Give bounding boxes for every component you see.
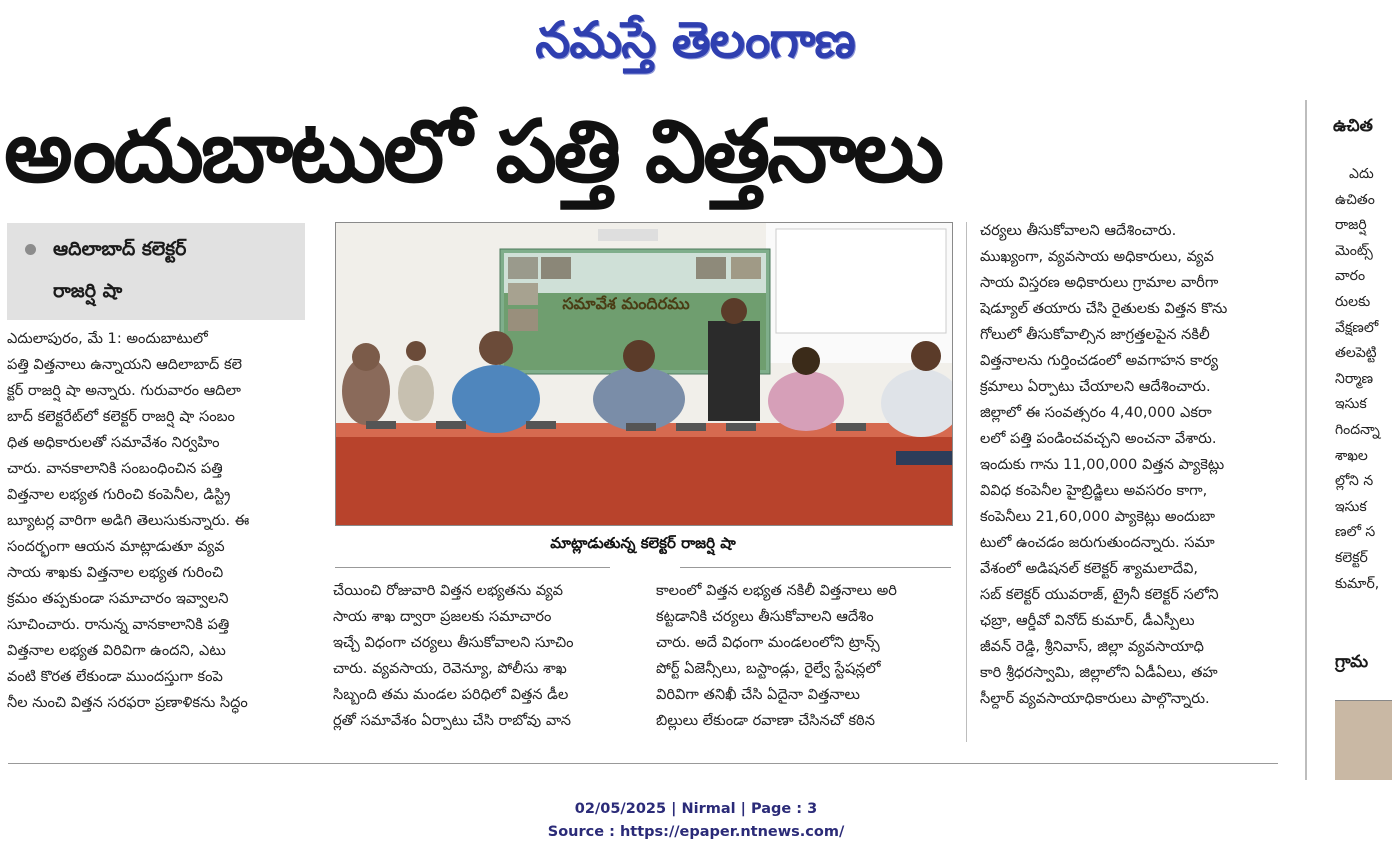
- article-line: షెడ్యూల్ తయారు చేసి రైతులకు విత్తన కొను: [980, 300, 1228, 317]
- caption-rule-right: [680, 567, 951, 568]
- article-line: సీల్దార్ వ్యవసాయాధికారులు పాల్గొన్నారు.: [980, 690, 1210, 707]
- adjacent-headline: ఉచిత: [1333, 116, 1373, 136]
- article-line: బ్యూటర్ల వారిగా అడిగి తెలుసుకున్నారు. ఈ: [7, 512, 250, 529]
- photo-banner-text: సమావేశ మందిరము: [562, 294, 690, 313]
- adjacent-line: ఇసుక: [1335, 396, 1367, 413]
- article-line: సిబ్బంది తమ మండల పరిధిలో విత్తన డీల: [333, 686, 569, 703]
- adjacent-photo: [1335, 700, 1392, 780]
- adjacent-line: కలెక్టర్: [1335, 549, 1368, 566]
- article-line: విత్తనాలను గుర్తించడంలో అవగాహన కార్య: [980, 352, 1219, 369]
- article-line: గోలులో తీసుకోవాల్సిన జాగ్రత్తలపైన నకిలీ: [980, 326, 1210, 343]
- adjacent-text: [1335, 162, 1392, 597]
- article-line: సబ్ కలెక్టర్ యువరాజ్, ట్రైనీ కలెక్టర్ సలోని: [980, 586, 1219, 603]
- article-photo: [335, 222, 953, 526]
- article-line: జీవన్ రెడ్డి, శ్రీనివాస్, జిల్లా వ్యవసాయాధి: [980, 638, 1204, 655]
- adjacent-line: రులకు: [1335, 293, 1371, 310]
- article-line: లలో పత్తి పండించవచ్చని అంచనా వేశారు.: [980, 430, 1217, 447]
- article-line: ఛబ్రా, ఆర్డీవో వినోద్ కుమార్, డీఎస్పీలు: [980, 612, 1195, 629]
- adjacent-line: వారం: [1335, 268, 1366, 285]
- adjacent-line: గిందన్నా: [1335, 421, 1380, 438]
- article-line: ర్లతో సమావేశం ఏర్పాటు చేసి రాబోవు వాన: [333, 712, 571, 729]
- meeting-photo-illustration: [336, 223, 952, 525]
- caption-rule-left: [335, 567, 610, 568]
- article-line: వివిధ కంపెనీల హైబ్రిడ్జిలు అవసరం కాగా,: [980, 482, 1208, 499]
- article-line: టులో ఉంచడం జరుగుతుందన్నారు. సమా: [980, 534, 1215, 551]
- article-line: సాయ శాఖ ద్వారా ప్రజలకు సమాచారం: [333, 608, 552, 625]
- article-line: చారు. అదే విధంగా మండలంలోని ట్రాన్స్: [656, 634, 880, 651]
- article-line: చర్యలు తీసుకోవాలని ఆదేశించారు.: [980, 222, 1177, 239]
- adjacent-article-strip: [1305, 100, 1392, 780]
- article-line: వంటి కొరత లేకుండా ముందస్తుగా కంపె: [7, 668, 223, 685]
- footer-source: Source : https://epaper.ntnews.com/: [547, 824, 845, 840]
- article-line: నీల నుంచి విత్తన సరఫరా ప్రణాళికను సిద్ధం: [7, 694, 248, 711]
- article-column-3: [656, 578, 954, 742]
- article-line: చారు. వానకాలానికి సంబంధించిన పత్తి: [7, 460, 223, 477]
- article-line: సాయ విస్తరణ అధికారులు గ్రామాల వారీగా: [980, 274, 1219, 291]
- photo-caption: మాట్లాడుతున్న కలెక్టర్ రాజర్షి షా: [550, 534, 736, 552]
- article-line: బిల్లులు లేకుండా రవాణా చేసినచో కఠిన: [656, 712, 875, 729]
- article-line: కారి శ్రీధరస్వామి, జిల్లాలోని ఏడీఏలు, తహ: [980, 664, 1218, 681]
- article-line: చారు. వ్యవసాయ, రెవెన్యూ, పోలీసు శాఖ: [333, 660, 567, 677]
- article-line: కాలంలో విత్తన లభ్యత నకిలీ విత్తనాలు అరి: [656, 582, 897, 599]
- article-column-2: [333, 578, 641, 742]
- article-line: బాద్ కలెక్టరేట్‌లో కలెక్టర్ రాజర్షి షా సంబం: [7, 408, 235, 425]
- article-line: క్రమం తప్పకుండా సమాచారం ఇవ్వాలని: [7, 590, 229, 607]
- article-line: ఎదులాపురం, మే 1: అందుబాటులో: [7, 330, 208, 347]
- article-headline: అందుబాటులో పత్తి విత్తనాలు: [4, 102, 942, 202]
- adjacent-line: ల్లోని న: [1335, 473, 1374, 490]
- article-line: ఇందుకు గాను 11,00,000 విత్తన ప్యాకెట్లు: [980, 456, 1225, 473]
- strip-divider: [1305, 100, 1307, 780]
- article-line: పత్తి విత్తనాలు ఉన్నాయని ఆదిలాబాద్ కలె: [7, 356, 242, 373]
- column-divider: [966, 222, 967, 742]
- subhead-box: [7, 223, 305, 320]
- article-line: వేశంలో అడిషనల్ కలెక్టర్ శ్యామలాదేవి,: [980, 560, 1199, 577]
- adjacent-line: తలపెట్టి: [1335, 345, 1377, 362]
- article-line: ధిత అధికారులతో సమావేశం నిర్వహిం: [7, 434, 220, 451]
- article-line: సూచించారు. రానున్న వానకాలానికి పత్తి: [7, 616, 230, 633]
- article-line: సందర్భంగా ఆయన మాట్లాడుతూ వ్యవ: [7, 538, 225, 555]
- adjacent-line: మెంట్స్: [1335, 242, 1373, 259]
- article-line: క్టర్ రాజర్షి షా అన్నారు. గురువారం ఆదిలా: [7, 382, 241, 399]
- adjacent-line: రాజర్షి: [1335, 217, 1367, 234]
- adjacent-line: ఎదు: [1349, 166, 1374, 182]
- adjacent-line: ణలో స: [1335, 524, 1376, 541]
- subhead-line-2: రాజర్షి షా: [53, 280, 123, 302]
- article-line: సాయ శాఖకు విత్తనాల లభ్యత గురించి: [7, 564, 224, 581]
- article-column-4: [980, 218, 1277, 746]
- article-line: పోర్ట్ ఏజెన్సీలు, బస్టాండ్లు, రైల్వే స్టేషన్లలో: [656, 660, 881, 677]
- article-column-1: [7, 326, 304, 746]
- adjacent-line: ఇసుక: [1335, 498, 1367, 515]
- adjacent-line: కుమార్,: [1335, 575, 1380, 592]
- article-line: ముఖ్యంగా, వ్యవసాయ అధికారులు, వ్యవ: [980, 248, 1214, 265]
- article-line: ఇచ్చే విధంగా చర్యలు తీసుకోవాలని సూచిం: [333, 634, 574, 651]
- footer-date-edition: 02/05/2025 | Nirmal | Page : 3: [574, 801, 818, 817]
- article-line: విత్తనాల లభ్యత విరివిగా ఉందని, ఎటు: [7, 642, 226, 659]
- article-line: కట్టడానికి చర్యలు తీసుకోవాలని ఆదేశిం: [656, 608, 874, 625]
- article-line: క్రమాలు ఏర్పాటు చేయాలని ఆదేశించారు.: [980, 378, 1211, 395]
- newspaper-masthead: నమస్తే తెలంగాణ: [535, 11, 855, 69]
- bullet-icon: [25, 244, 36, 255]
- adjacent-line: శాఖల: [1335, 447, 1368, 464]
- adjacent-line: వేక్షణలో: [1335, 319, 1379, 336]
- article-line: జిల్లాలో ఈ సంవత్సరం 4,40,000 ఎకరా: [980, 404, 1212, 421]
- subhead-line-1: ఆదిలాబాద్ కలెక్టర్: [53, 238, 187, 260]
- bottom-rule: [8, 763, 1278, 764]
- article-line: కంపెనీలు 21,60,000 ప్యాకెట్లు అందుబా: [980, 508, 1215, 525]
- article-line: విరివిగా తనిఖీ చేసి ఏదైనా విత్తనాలు: [656, 686, 860, 703]
- adjacent-subheading: గ్రామ: [1335, 652, 1369, 672]
- page-footer: [0, 798, 1392, 844]
- article-line: విత్తనాల లభ్యత గురించి కంపెనీల, డిస్ట్రి: [7, 486, 231, 503]
- adjacent-line: నిర్మాణ: [1335, 370, 1374, 387]
- adjacent-line: ఉచితం: [1335, 191, 1375, 208]
- article-line: చేయించి రోజువారి విత్తన లభ్యతను వ్యవ: [333, 582, 564, 599]
